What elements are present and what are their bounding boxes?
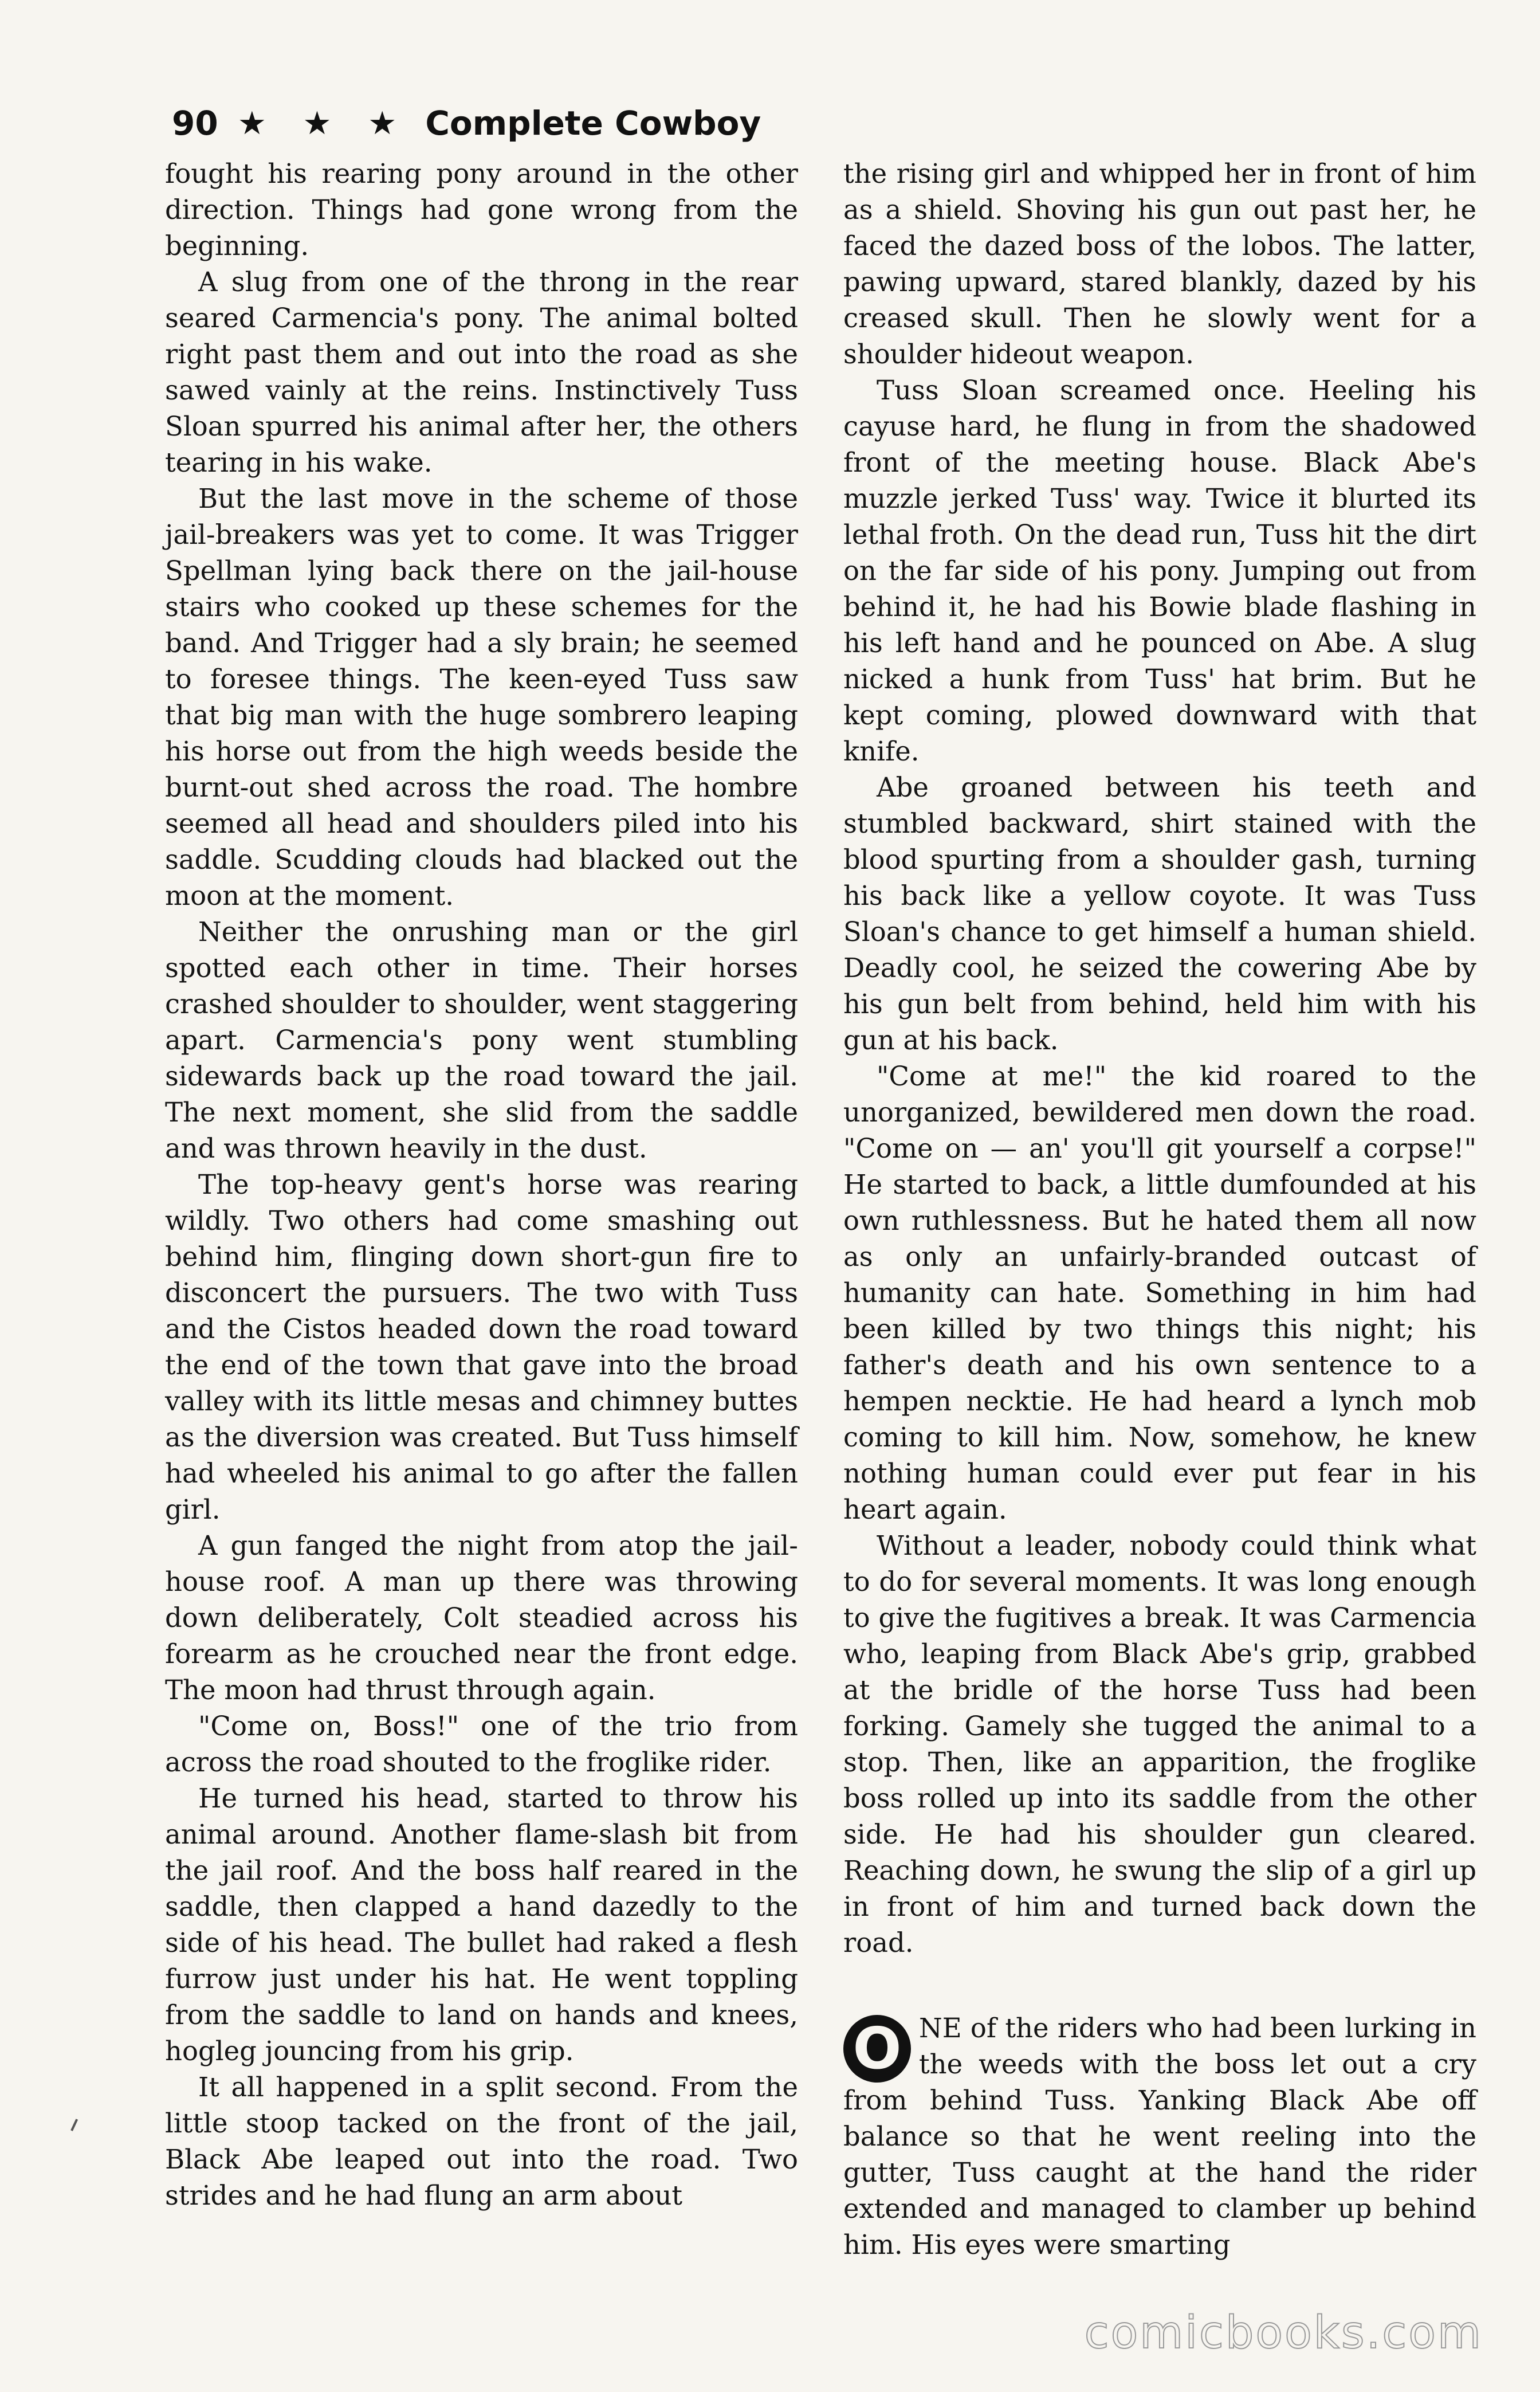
paragraph: The top-heavy gent's horse was rearing wildly. Two others had come smashing out behind him, flinging down short-gun fire to disconcert the pursuers. The two with Tuss and the Cistos headed down the road toward the end of the town that gave into the broad valley with its little mesas and chimney buttes as the diversion was created. But Tuss himself had wheeled his animal to go after the fallen girl. [165,1169,798,1525]
paragraph: A gun fanged the night from atop the jail-house roof. A man up there was throwing down deliberately, Colt steadied across his forearm as he crouched near the front edge. The moon had thrust through again. [165,1530,798,1705]
star-ornaments: ★ ★ ★ [237,104,410,142]
paragraph: Tuss Sloan screamed once. Heeling his cayuse hard, he flung in from the shadowed front of the meeting house. Black Abe's muzzle jerked Tuss' way. Twice it blurted its lethal froth. On the dead run, Tuss hit the dirt on the far side of his pony. Jumping out from behind it, he had his Bowie blade flashing in his left hand and he pounced on Abe. A slug nicked a hunk from Tuss' hat brim. But he kept coming, plowed downward with that knife. [843,375,1476,767]
right-column [843,156,1476,2263]
paragraph: Without a leader, nobody could think what to do for several moments. It was long enough to give the fugitives a break. It was Carmencia who, leaping from Black Abe's grip, grabbed at the bridle of the horse Tuss had been forking. Gamely she tugged the animal to a stop. Then, like an apparition, the froglike boss rolled up into its saddle from the other side. He had his shoulder gun cleared. Reaching down, he swung the slip of a girl up in front of him and turned back down the road. [843,1530,1476,1958]
section-text: NE of the riders who had been lurking in the weeds with the boss let out a cry from behind Tuss. Yanking Black Abe off balance so that he went reeling into the gutter, Tuss caught at the hand the rider extended and managed to clamber up behind him. His eyes were smarting [843,2013,1476,2260]
drop-cap: O [843,2015,911,2083]
page-number: 90 [172,104,218,143]
watermark: comicbooks.com [1084,2307,1483,2359]
paragraph: "Come on, Boss!" one of the trio from across the road shouted to the froglike rider. [165,1711,798,1778]
paragraph: But the last move in the scheme of those jail-breakers was yet to come. It was Trigger Spellman lying back there on the jail-house stairs who cooked up these schemes for the band. And Trigger had a sly brain; he seemed to foresee things. The keen-eyed Tuss saw that big man with the huge sombrero leaping his horse out from the high weeds beside the burnt-out shed across the road. The hombre seemed all head and shoulders piled into his saddle. Scudding clouds had blacked out the moon at the moment. [165,483,798,911]
paragraph: fought his rearing pony around in the other direction. Things had gone wrong from the beginning. [165,158,798,261]
paragraph: He turned his head, started to throw his animal around. Another flame-slash bit from the jail roof. And the boss half reared in the saddle, then clapped a hand dazedly to the side of his head. The bullet had raked a flesh furrow just under his hat. He went toppling from the saddle to land on hands and knees, hogleg jouncing from his grip. [165,1783,798,2066]
paragraph: A slug from one of the throng in the rear seared Carmencia's pony. The animal bolted right past them and out into the road as she sawed vainly at the reins. Instinctively Tuss Sloan spurred his animal after her, the others tearing in his wake. [165,266,798,478]
running-header [172,92,761,155]
paragraph: "Come at me!" the kid roared to the unorganized, bewildered men down the road. "Come on — an' you'll git yourself a corpse!" He started to back, a little dumfounded at his own ruthlessness. But he hated them all now as only an unfairly-branded outcast of humanity can hate. Something in him had been killed by two things this night; his father's death and his own sentence to a hempen necktie. He had heard a lynch mob coming to kill him. Now, somehow, he knew nothing human could ever put fear in his heart again. [843,1061,1476,1525]
paragraph: It all happened in a split second. From the little stoop tacked on the front of the jail, Black Abe leaped out into the road. Two strides and he had flung an arm about [165,2072,798,2211]
section-opening-paragraph [843,2010,1476,2263]
paragraph: the rising girl and whipped her in front of him as a shield. Shoving his gun out past her, he faced the dazed boss of the lobos. The latter, pawing upward, stared blankly, dazed by his creased skull. Then he slowly went for a shoulder hideout weapon. [843,158,1476,370]
left-column [165,156,798,2214]
paragraph: Abe groaned between his teeth and stumbled backward, shirt stained with the blood spurting from a shoulder gash, turning his back like a yellow coyote. It was Tuss Sloan's chance to get himself a human shield. Deadly cool, he seized the cowering Abe by his gun belt from behind, held him with his gun at his back. [843,772,1476,1056]
magazine-title: Complete Cowboy [425,104,761,143]
paragraph: Neither the onrushing man or the girl spotted each other in time. Their horses crashed shoulder to shoulder, went staggering apart. Carmencia's pony went stumbling sidewards back up the road toward the jail. The next moment, she slid from the saddle and was thrown heavily in the dust. [165,916,798,1164]
print-speck [70,2119,85,2135]
